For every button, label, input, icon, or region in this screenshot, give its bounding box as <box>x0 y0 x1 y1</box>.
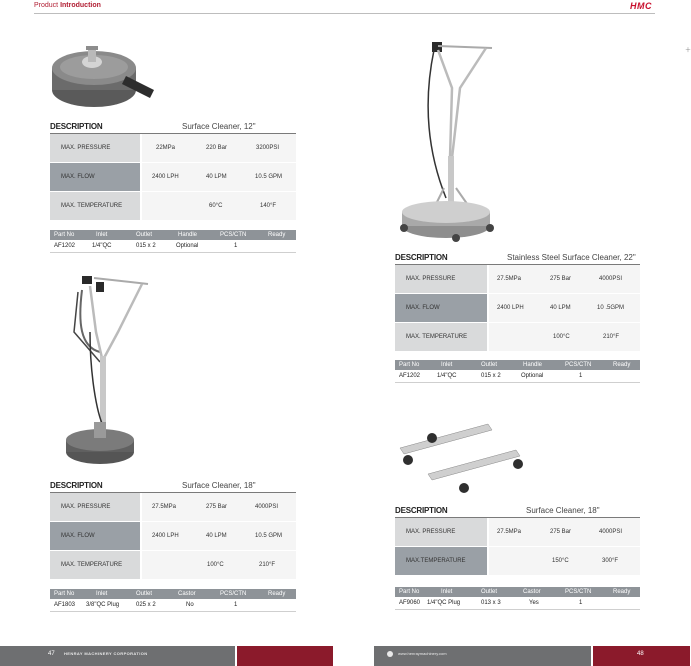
spec-value: 27.5MPa <box>152 504 177 510</box>
parts-col-header: Outlet <box>481 589 498 595</box>
spec-title-row <box>50 481 296 493</box>
product-name: Surface Cleaner, 18" <box>526 506 600 515</box>
parts-col-header: Inlet <box>441 589 453 595</box>
spec-row <box>395 294 640 323</box>
spec-label: MAX. PRESSURE <box>50 134 140 162</box>
table-cell: AF9060 <box>399 600 421 606</box>
table-cell: 1 <box>234 243 238 249</box>
globe-icon <box>387 651 393 657</box>
table-cell: 025 x 2 <box>136 602 156 608</box>
header-divider <box>34 13 655 14</box>
spec-value: 40 LPM <box>206 533 227 539</box>
spec-value: 140°F <box>260 203 277 209</box>
spec-row <box>395 518 640 547</box>
spec-row <box>395 547 640 576</box>
parts-col-header: Handle <box>178 232 198 238</box>
table-cell: 1 <box>579 373 583 379</box>
parts-table-22 <box>395 360 640 383</box>
parts-header <box>50 589 296 599</box>
product-name: Surface Cleaner, 12" <box>182 122 256 131</box>
spec-value: 4000PSI <box>255 504 279 510</box>
spec-value: 10.5 GPM <box>255 533 283 539</box>
table-cell: No <box>186 602 194 608</box>
spec-title-row <box>395 253 640 265</box>
spec-value: 40 LPM <box>550 305 571 311</box>
table-cell: 1/4"QC Plug <box>427 600 461 606</box>
spec-value: 300°F <box>602 558 619 564</box>
parts-col-header: Outlet <box>481 362 498 368</box>
table-row <box>50 599 296 612</box>
spec-value: 40 LPM <box>206 174 227 180</box>
spec-label: MAX. FLOW <box>395 294 487 322</box>
spec-label: MAX. FLOW <box>50 522 140 550</box>
table-cell: 1 <box>234 602 238 608</box>
parts-col-header: Handle <box>523 362 543 368</box>
website-link[interactable]: www.henraymachinery.com <box>398 651 447 656</box>
parts-col-header: Outlet <box>136 232 153 238</box>
parts-col-header: Ready <box>613 362 631 368</box>
spec-row <box>50 493 296 522</box>
description-label: DESCRIPTION <box>395 506 448 515</box>
spec-value: 27.5MPa <box>497 529 522 535</box>
description-label: DESCRIPTION <box>50 481 103 490</box>
table-row <box>395 597 640 610</box>
parts-col-header: PCS/CTN <box>220 232 247 238</box>
spec-value: 220 Bar <box>206 145 228 151</box>
parts-col-header: Part No <box>399 362 420 368</box>
corporation-name: HENRAY MACHINERY CORPORATION <box>64 651 148 656</box>
product-name: Surface Cleaner, 18" <box>182 481 256 490</box>
spec-label: MAX. PRESSURE <box>50 493 140 521</box>
parts-col-header: Castor <box>523 589 541 595</box>
spec-value: 2400 LPH <box>152 174 179 180</box>
parts-col-header: Part No <box>399 589 420 595</box>
table-row <box>50 240 296 253</box>
spec-value: 100°C <box>553 334 570 340</box>
spec-value: 60°C <box>209 203 223 209</box>
product-name: Stainless Steel Surface Cleaner, 22" <box>507 253 636 262</box>
parts-col-header: Part No <box>54 591 75 597</box>
spec-value: 3200PSI <box>256 145 280 151</box>
spec-row <box>395 265 640 294</box>
table-cell: 1/4"QC <box>92 243 112 249</box>
spec-value: 27.5MPa <box>497 276 522 282</box>
table-cell: AF1803 <box>54 602 76 608</box>
spec-value: 2400 LPH <box>497 305 524 311</box>
spec-label: MAX. PRESSURE <box>395 265 487 293</box>
parts-col-header: PCS/CTN <box>565 362 592 368</box>
table-cell: 015 x 2 <box>481 373 501 379</box>
parts-col-header: PCS/CTN <box>565 589 592 595</box>
table-cell: AF1202 <box>54 243 76 249</box>
crop-mark: ＋ <box>685 48 691 54</box>
description-label: DESCRIPTION <box>50 122 103 131</box>
spec-value: 210°F <box>603 334 620 340</box>
spec-label: MAX. PRESSURE <box>395 518 487 546</box>
table-row <box>395 370 640 383</box>
spec-value: 275 Bar <box>550 276 572 282</box>
parts-col-header: Ready <box>268 591 286 597</box>
spec-title-row <box>50 122 296 134</box>
spec-label: MAX. TEMPERATURE <box>50 192 140 220</box>
table-cell: 013 x 3 <box>481 600 501 606</box>
spec-row <box>395 323 640 352</box>
description-label: DESCRIPTION <box>395 253 448 262</box>
spec-title-row <box>395 506 640 518</box>
parts-header <box>395 360 640 370</box>
parts-col-header: Part No <box>54 232 75 238</box>
table-cell: Yes <box>529 600 539 606</box>
surface-cleaner-12-image <box>46 38 158 113</box>
spec-value: 4000PSI <box>599 276 623 282</box>
spec-value: 210°F <box>259 562 276 568</box>
page-number-left: 47 <box>48 651 55 657</box>
parts-col-header: Outlet <box>136 591 153 597</box>
parts-table-12 <box>50 230 296 253</box>
table-cell: 3/8"QC Plug <box>86 602 120 608</box>
spec-value: 2400 LPH <box>152 533 179 539</box>
stainless-cleaner-22-image <box>390 38 500 248</box>
section-prefix: Product <box>34 2 59 9</box>
parts-col-header: Ready <box>268 232 286 238</box>
surface-cleaner-18-image <box>60 272 160 472</box>
parts-col-header: Inlet <box>96 232 108 238</box>
spec-value: 22MPa <box>156 145 176 151</box>
spec-row <box>50 163 296 192</box>
table-cell: Optional <box>521 373 544 379</box>
page-number-right: 48 <box>637 651 644 657</box>
table-cell: AF1202 <box>399 373 421 379</box>
parts-header <box>50 230 296 240</box>
spec-value: 275 Bar <box>206 504 228 510</box>
spec-value: 10.5 GPM <box>255 174 283 180</box>
spec-value: 10 .5GPM <box>597 305 625 311</box>
table-cell: 015 x 2 <box>136 243 156 249</box>
section-title: Introduction <box>60 2 101 9</box>
spec-row <box>50 134 296 163</box>
spec-label: MAX. TEMPERATURE <box>50 551 140 579</box>
spec-row <box>50 192 296 221</box>
spec-block-22 <box>395 253 640 352</box>
parts-header <box>395 587 640 597</box>
spec-block-18-castor <box>395 506 640 576</box>
spec-row <box>50 522 296 551</box>
spec-label: MAX. FLOW <box>50 163 140 191</box>
table-cell: Optional <box>176 243 199 249</box>
parts-col-header: Inlet <box>96 591 108 597</box>
table-cell: 1/4"QC <box>437 373 457 379</box>
spec-value: 275 Bar <box>550 529 572 535</box>
spec-value: 100°C <box>207 562 224 568</box>
spec-block-18 <box>50 481 296 580</box>
parts-col-header: PCS/CTN <box>220 591 247 597</box>
footer-left-accent <box>237 646 333 666</box>
spec-block-12 <box>50 122 296 221</box>
table-cell: 1 <box>579 600 583 606</box>
parts-col-header: Ready <box>613 589 631 595</box>
parts-col-header: Inlet <box>441 362 453 368</box>
parts-table-18-castor <box>395 587 640 610</box>
parts-table-18 <box>50 589 296 612</box>
castor-kit-image <box>396 420 528 495</box>
spec-value: 150°C <box>552 558 569 564</box>
parts-col-header: Castor <box>178 591 196 597</box>
spec-label: MAX. TEMPERATURE <box>395 323 487 351</box>
spec-row <box>50 551 296 580</box>
section-header <box>34 2 101 9</box>
spec-value: 4000PSI <box>599 529 623 535</box>
spec-label: MAX.TEMPERATURE <box>395 547 487 575</box>
brand-logo: HMC <box>630 1 652 11</box>
